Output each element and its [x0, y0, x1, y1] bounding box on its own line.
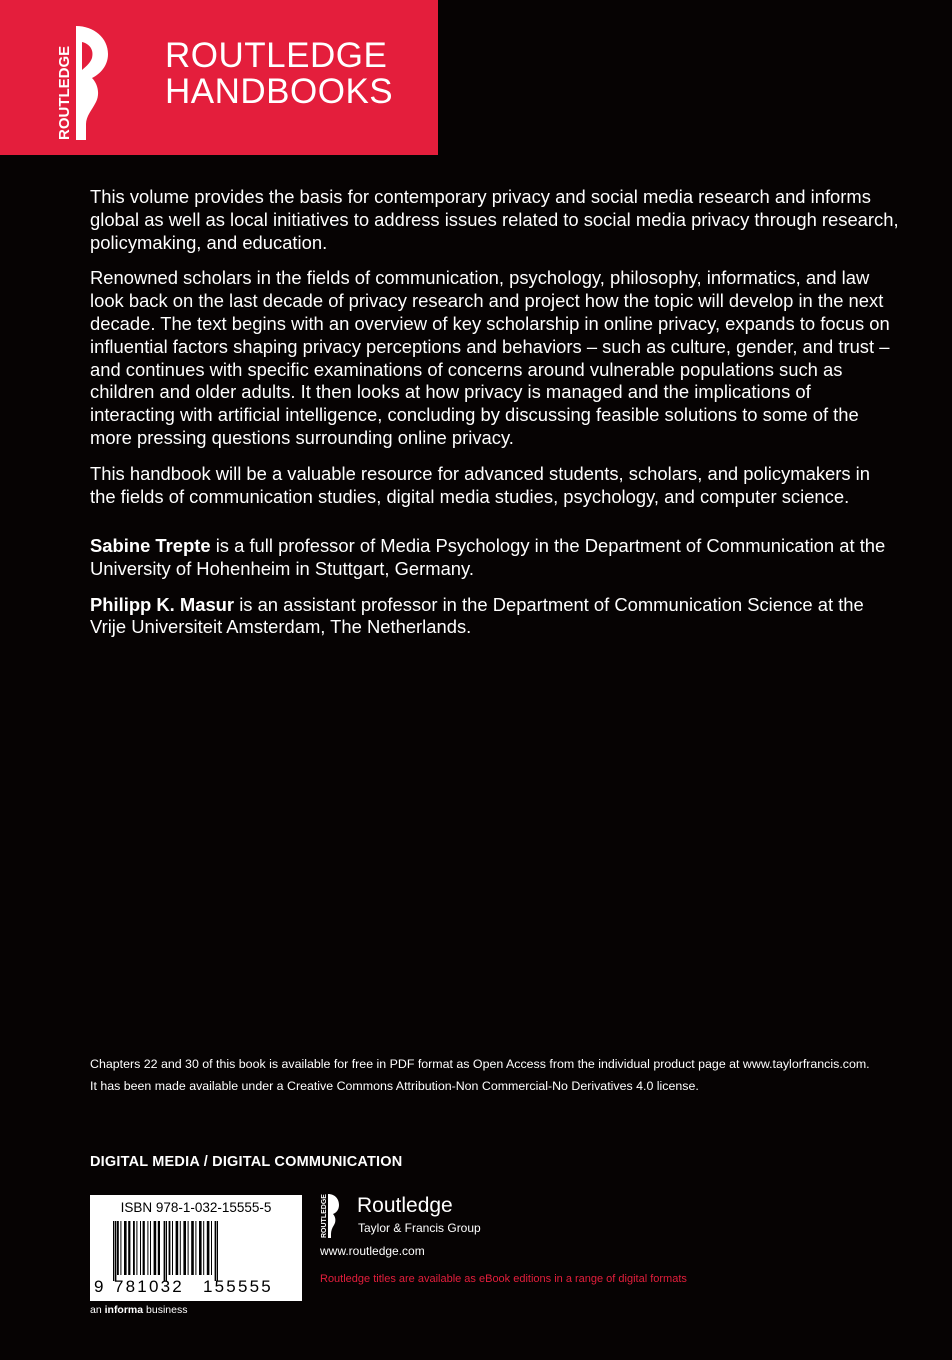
description-paragraph: This volume provides the basis for contemporary privacy and social media research and informs global as well as local initiatives to address issues related to social media privacy through research, policymaking, and education. — [90, 186, 899, 253]
barcode-bars-icon — [101, 1221, 291, 1281]
publisher-group: Taylor & Francis Group — [358, 1221, 481, 1235]
description-paragraph: This handbook will be a valuable resource for advanced students, scholars, and policymakers in the fields of communication studies, digital media studies, psychology, and computer science. — [90, 462, 870, 507]
series-title — [165, 38, 393, 110]
routledge-logo-icon — [52, 24, 112, 142]
author-bio — [90, 594, 900, 640]
publisher-url[interactable]: www.routledge.com — [320, 1244, 425, 1258]
series-title-line1: ROUTLEDGE — [165, 36, 388, 75]
subject-category: DIGITAL MEDIA / DIGITAL COMMUNICATION — [90, 1154, 403, 1170]
open-access-line: It has been made available under a Creative Commons Attribution-Non Commercial-No Derivatives 4.0 license. — [90, 1079, 699, 1093]
author-bio-text: is an assistant professor in the Department of Communication Science at the Vrije Universiteit Amsterdam, The Netherlands. — [90, 593, 864, 638]
author-bio — [90, 535, 900, 581]
description-paragraph: Renowned scholars in the fields of communication, psychology, philosophy, informatics, and law look back on the last decade of privacy research and project how the topic will develop in the next decade. The text begins with an overview of key scholarship in online privacy, expands to focus on influential factors shaping privacy perceptions and behaviors – such as culture, gender, and trust – and continues with specific examinations of concerns around vulnerable populations such as children and older adults. It then looks at how privacy is managed and the implications of interacting with artificial intelligence, concluding by discussing feasible solutions to some of the more pressing questions surrounding online privacy. — [90, 267, 890, 448]
isbn-text: ISBN 978-1-032-15555-5 — [120, 1200, 272, 1215]
author-bio-text: is a full professor of Media Psychology in the Department of Communication at the University of Hohenheim in Stuttgart, Germany. — [90, 535, 886, 579]
series-banner — [0, 0, 438, 155]
book-description — [90, 186, 900, 521]
informa-brand: informa — [104, 1304, 144, 1316]
author-name: Philipp K. Masur — [90, 593, 235, 615]
publisher-logo-text: ROUTLEDGE — [321, 1194, 328, 1238]
publisher-name: Routledge — [357, 1194, 453, 1217]
open-access-note — [90, 1053, 910, 1097]
barcode-digits-left: 781032 — [114, 1277, 184, 1296]
logo-vertical-text: ROUTLEDGE — [56, 45, 73, 140]
barcode-digit-first: 9 — [94, 1277, 104, 1296]
informa-business-tagline: an informa business — [90, 1304, 188, 1316]
author-name: Sabine Trepte — [90, 535, 211, 556]
barcode-digits-right: 155555 — [203, 1277, 273, 1296]
author-bios — [90, 535, 900, 652]
ebook-availability-note: Routledge titles are available as eBook editions in a range of digital formats — [320, 1273, 687, 1285]
routledge-publisher-logo-icon — [318, 1193, 340, 1239]
open-access-line: Chapters 22 and 30 of this book is available for free in PDF format as Open Access from the individual product page at www.taylorfrancis.com. — [90, 1057, 870, 1071]
series-title-line2: HANDBOOKS — [165, 72, 394, 111]
isbn-barcode — [90, 1195, 302, 1301]
